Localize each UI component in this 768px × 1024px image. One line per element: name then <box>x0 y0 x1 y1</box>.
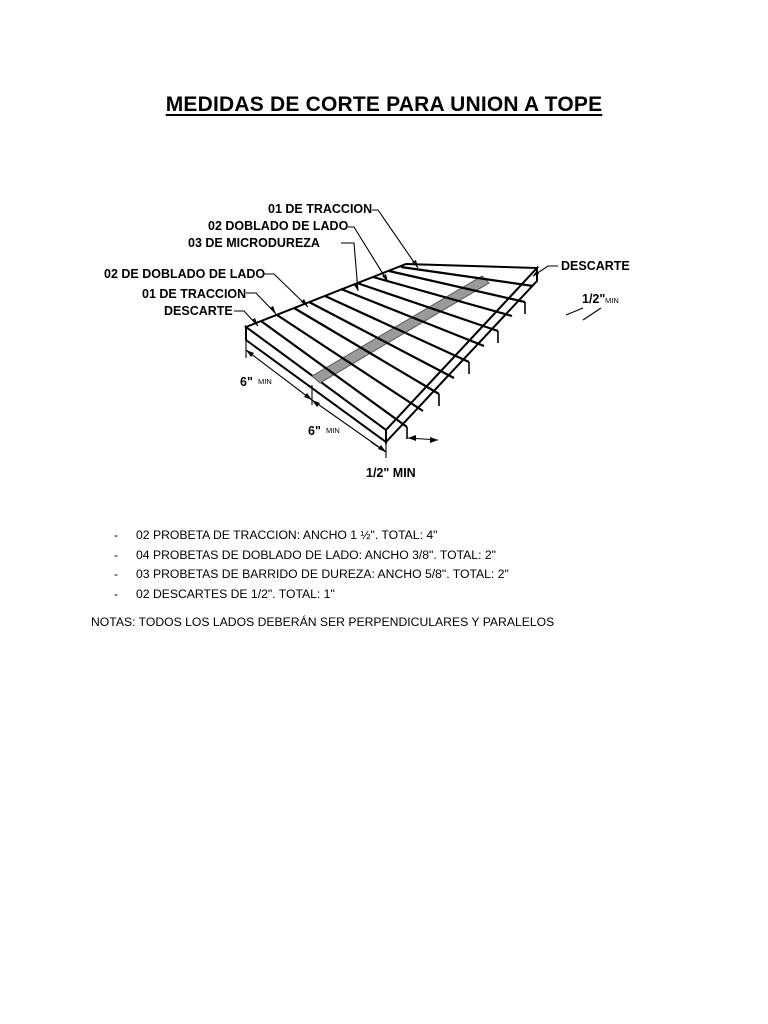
diagram-svg <box>96 190 644 490</box>
label-half-inch-right: 1/2" <box>582 292 606 306</box>
label-six-inch-1-min: MIN <box>258 377 272 386</box>
label-02-doblado-top: 02 DOBLADO DE LADO <box>208 219 349 233</box>
label-descarte-right: DESCARTE <box>561 259 630 273</box>
list-bullet: - <box>114 547 119 562</box>
list-item-text: 02 DESCARTES DE 1/2". TOTAL: 1" <box>136 587 335 602</box>
list-item <box>110 565 730 585</box>
list-bullet: - <box>114 587 119 602</box>
list-item <box>110 585 730 605</box>
list-bullet: - <box>114 567 119 582</box>
list-item <box>110 546 730 566</box>
list-item-text: 04 PROBETAS DE DOBLADO DE LADO: ANCHO 3/8". TOTAL: 2" <box>136 547 496 562</box>
list-item-text: 03 PROBETAS DE BARRIDO DE DUREZA: ANCHO 5/8". TOTAL: 2" <box>136 567 509 582</box>
label-half-inch-right-min: MIN <box>605 296 619 305</box>
label-02-doblado-left: 02 DE DOBLADO DE LADO <box>104 267 266 281</box>
list-bullet: - <box>114 528 119 542</box>
list-item-text: 02 PROBETA DE TRACCION: ANCHO 1 ½". TOTAL: 4" <box>136 528 438 542</box>
label-six-inch-2: 6" <box>308 424 321 438</box>
list-item <box>110 526 730 546</box>
label-03-microdureza: 03 DE MICRODUREZA <box>188 236 320 250</box>
weld-coupon-diagram <box>96 190 644 490</box>
label-01-traccion-left: 01 DE TRACCION <box>142 287 247 301</box>
page-title: MEDIDAS DE CORTE PARA UNION A TOPE <box>165 93 603 116</box>
label-descarte-left: DESCARTE <box>164 304 233 318</box>
spec-list <box>110 526 730 605</box>
label-01-traccion-top: 01 DE TRACCION <box>268 202 373 216</box>
label-six-inch-2-min: MIN <box>326 426 340 435</box>
label-half-inch-bottom: 1/2" MIN <box>366 466 416 480</box>
notes: NOTAS: TODOS LOS LADOS DEBERÁN SER PERPENDICULARES Y PARALELOS <box>91 615 555 629</box>
label-six-inch-1: 6" <box>240 375 253 389</box>
